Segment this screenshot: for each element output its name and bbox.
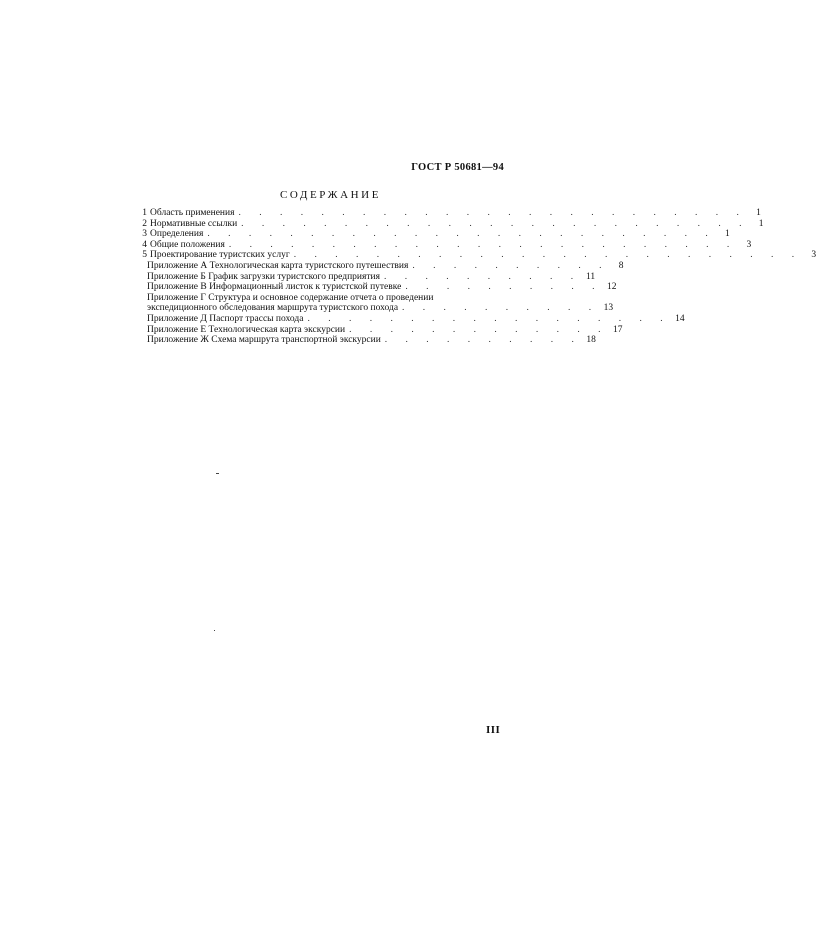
- toc-item-page: 13: [603, 303, 614, 314]
- toc-item-page: 11: [585, 271, 596, 282]
- page-number: III: [486, 724, 501, 736]
- toc-item-page: 1: [724, 229, 730, 240]
- toc-row: [138, 239, 752, 251]
- toc-row: [138, 208, 761, 219]
- toc-item-text: Приложение В Информационный листок к туристской путевке: [147, 282, 402, 293]
- toc-row: [138, 303, 614, 314]
- toc-item-text: Общие положения: [150, 239, 225, 250]
- toc-item-number: 5: [142, 250, 147, 261]
- toc-item-page: 8: [618, 260, 624, 271]
- toc-leader-dots: . . . . . . . . . .: [402, 303, 600, 314]
- toc-leader-dots: . . . . . . . . . . . . . . . . . . . . . . . . .: [293, 250, 803, 261]
- toc-item-page: 14: [675, 313, 685, 324]
- toc-item-text: Область применения: [150, 208, 235, 218]
- toc-row: [138, 324, 623, 336]
- toc-row: [138, 313, 685, 325]
- toc-item-page: 1: [758, 218, 764, 229]
- toc-item-page: 3: [746, 239, 752, 250]
- toc-row: [138, 293, 500, 304]
- toc-item-text: Приложение Д Паспорт трассы похода: [147, 313, 304, 324]
- toc-item-page: 3: [811, 250, 816, 261]
- toc-item-text: Нормативные ссылки: [150, 218, 238, 229]
- toc-row: [138, 282, 617, 293]
- toc-item-text: Приложение Ж Схема маршрута транспортной экскурсии: [147, 335, 381, 346]
- toc-item-text: Приложение Е Технологическая карта экскурсии: [147, 324, 346, 335]
- scan-speck: [216, 473, 219, 474]
- toc-row: [138, 218, 764, 230]
- toc-item-number: 4: [142, 239, 147, 250]
- toc-row: [138, 250, 816, 261]
- toc-row: [138, 271, 596, 283]
- table-of-contents: [138, 208, 816, 346]
- toc-leader-dots: . . . . . . . . . .: [412, 260, 610, 271]
- toc-item-text: Приложение Б График загрузки туристского предприятия: [147, 271, 380, 282]
- toc-leader-dots: . . . . . . . . . . . . . . . . . . . . . . . . .: [228, 239, 738, 250]
- toc-item-text: Определения: [150, 229, 204, 240]
- toc-item-page: 1: [756, 208, 761, 218]
- toc-leader-dots: . . . . . . . . . .: [384, 335, 582, 346]
- toc-item-text: Проектирование туристских услуг: [150, 250, 290, 261]
- toc-leader-dots: . . . . . . . . . . . . . . . . . . . . . . . . .: [241, 218, 750, 229]
- toc-item-continuation: экспедиционного обследования маршрута туристского похода: [147, 303, 399, 314]
- standard-header: ГОСТ Р 50681—94: [411, 162, 504, 173]
- toc-leader-dots: . . . . . . . . . .: [405, 282, 603, 293]
- toc-leader-dots: . . . . . . . . . . . . . . . . . . . . . . . . .: [238, 208, 747, 218]
- scan-speck: [214, 630, 215, 631]
- toc-row: [138, 260, 624, 272]
- toc-title: СОДЕРЖАНИЕ: [279, 189, 382, 201]
- toc-item-page: 12: [606, 282, 617, 293]
- toc-item-page: 18: [586, 335, 596, 346]
- toc-leader-dots: . . . . . . . . . . . . . . . . . . . . . . . . .: [207, 229, 716, 240]
- toc-item-number: 2: [142, 218, 147, 229]
- toc-row: [138, 335, 596, 346]
- toc-item-text: Приложение А Технологическая карта туристского путешествия: [147, 260, 409, 271]
- toc-row: [138, 229, 730, 240]
- toc-item-text: Приложение Г Структура и основное содержание отчета о проведении: [147, 292, 434, 303]
- toc-item-number: 1: [142, 208, 147, 218]
- toc-item-page: 17: [612, 324, 623, 335]
- toc-item-number: 3: [142, 229, 147, 240]
- toc-leader-dots: . . . . . . . . . . . . .: [349, 324, 609, 335]
- toc-leader-dots: . . . . . . . . . .: [383, 271, 582, 282]
- toc-leader-dots: . . . . . . . . . . . . . . . . . .: [307, 313, 671, 324]
